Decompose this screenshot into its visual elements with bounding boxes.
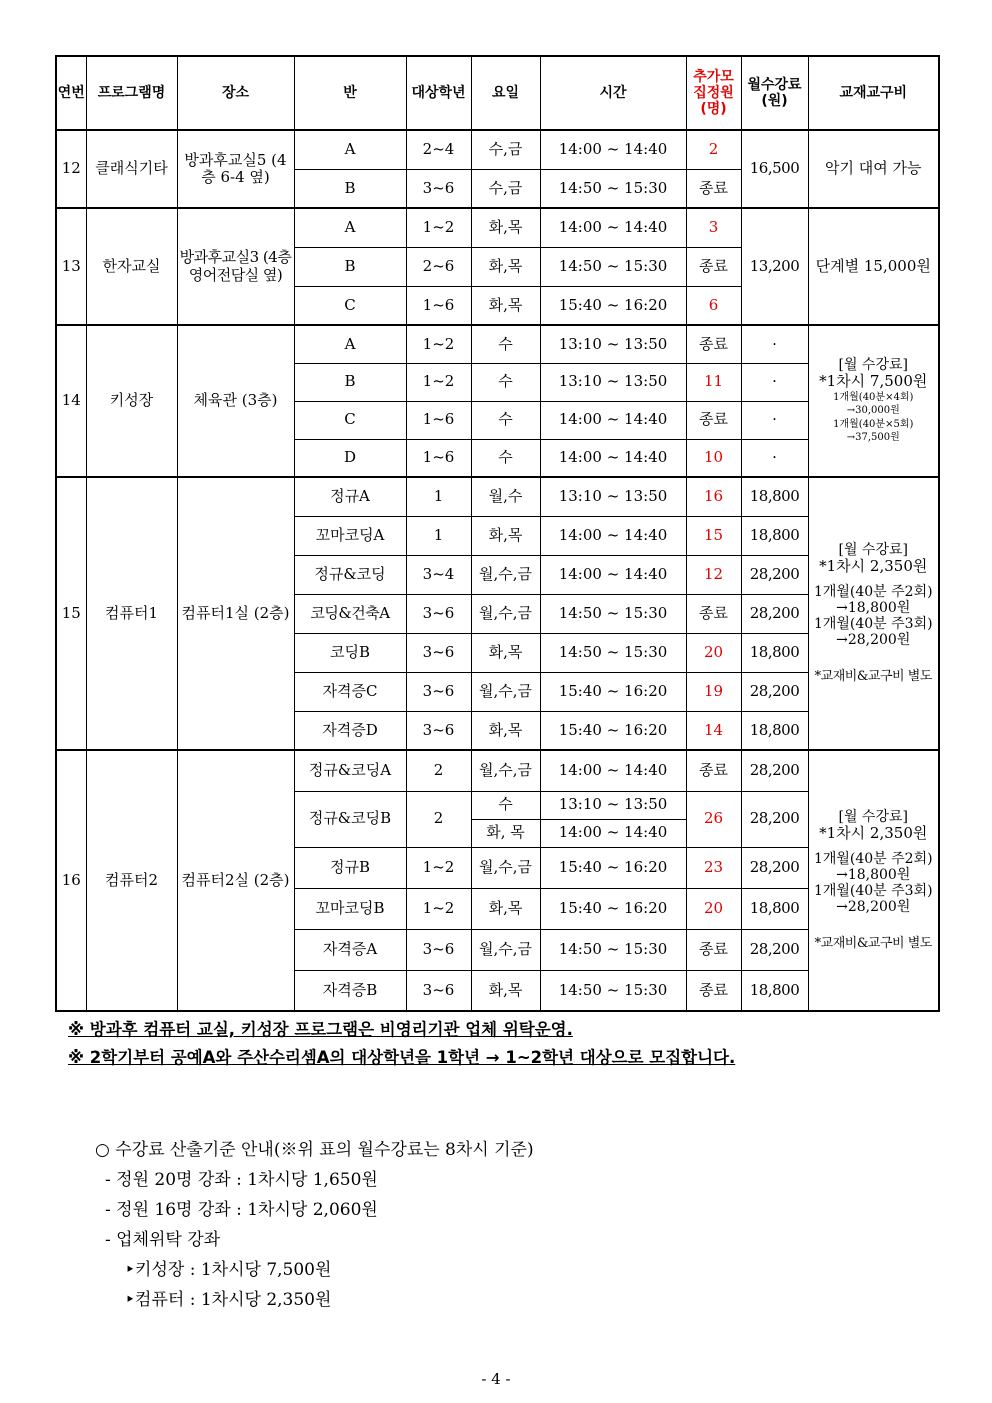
grade-cell: 3~6 — [406, 970, 471, 1011]
header-fee: 월수강료(원) — [741, 56, 808, 130]
note-line: [월 수강료] — [838, 809, 908, 826]
grade-cell: 1~2 — [406, 888, 471, 929]
material-cell: 단계별 15,000원 — [808, 208, 939, 325]
grade-cell: 3~4 — [406, 555, 471, 594]
class-cell: 꼬마코딩A — [294, 516, 406, 555]
program-place: 컴퓨터1실 (2층) — [177, 477, 294, 750]
day-cell: 화,목 — [471, 208, 540, 247]
day-cell: 월,수,금 — [471, 672, 540, 711]
day-cell: 화,목 — [471, 970, 540, 1011]
header-no: 연번 — [56, 56, 86, 130]
note-line: 1개월(40분 주2회) — [813, 850, 933, 867]
fee-cell: · — [741, 439, 808, 477]
row-no: 15 — [56, 477, 86, 750]
note-line: 1개월(40분×5회) — [833, 418, 914, 430]
grade-cell: 1 — [406, 477, 471, 516]
header-row — [56, 56, 939, 130]
header-material: 교재교구비 — [808, 56, 939, 130]
grade-cell: 1 — [406, 516, 471, 555]
extra-cell: 26 — [686, 791, 741, 847]
fee-basis-line: ‣컴퓨터 : 1차시당 2,350원 — [125, 1290, 332, 1310]
day-cell: 화,목 — [471, 286, 540, 325]
program-name: 키성장 — [86, 325, 177, 477]
fee-cell: · — [741, 325, 808, 363]
program-name: 컴퓨터1 — [86, 477, 177, 750]
day-cell: 수,금 — [471, 169, 540, 208]
extra-cell: 종료 — [686, 169, 741, 208]
grade-cell: 3~6 — [406, 672, 471, 711]
note-line: [월 수강료] — [838, 542, 908, 559]
table-row — [56, 325, 939, 363]
note-line: *1차시 2,350원 — [819, 824, 928, 843]
class-cell: C — [294, 401, 406, 439]
note-outsourced: ※ 방과후 컴퓨터 교실, 키성장 프로그램은 비영리기관 업체 위탁운영. — [68, 1020, 573, 1039]
class-cell: B — [294, 169, 406, 208]
header-time: 시간 — [540, 56, 686, 130]
extra-cell: 19 — [686, 672, 741, 711]
header-grade: 대상학년 — [406, 56, 471, 130]
extra-cell: 종료 — [686, 401, 741, 439]
day-cell: 월,수,금 — [471, 929, 540, 970]
fee-cell: 16,500 — [741, 130, 808, 208]
note-line: 1개월(40분 주2회) — [813, 583, 933, 600]
extra-cell: 11 — [686, 363, 741, 401]
grade-cell: 2~6 — [406, 247, 471, 286]
extra-cell: 14 — [686, 711, 741, 750]
time-cell: 14:50 ~ 15:30 — [540, 929, 686, 970]
material-cell: 악기 대여 가능 — [808, 130, 939, 208]
fee-cell: 18,800 — [741, 970, 808, 1011]
class-cell: D — [294, 439, 406, 477]
time-cell: 15:40 ~ 16:20 — [540, 888, 686, 929]
time-cell: 14:50 ~ 15:30 — [540, 970, 686, 1011]
row-no: 16 — [56, 750, 86, 1011]
time-cell: 14:50 ~ 15:30 — [540, 247, 686, 286]
class-cell: C — [294, 286, 406, 325]
day-cell: 월,수 — [471, 477, 540, 516]
fee-cell: 28,200 — [741, 847, 808, 888]
row-no: 13 — [56, 208, 86, 325]
class-cell: A — [294, 325, 406, 363]
grade-cell: 1~2 — [406, 208, 471, 247]
header-place: 장소 — [177, 56, 294, 130]
class-cell: B — [294, 247, 406, 286]
table-row — [56, 130, 939, 169]
time-cell: 13:10 ~ 13:50 — [540, 325, 686, 363]
extra-cell: 10 — [686, 439, 741, 477]
class-cell: 자격증B — [294, 970, 406, 1011]
note-line: →18,800원 — [836, 866, 911, 883]
note-line: →28,200원 — [836, 898, 911, 915]
day-cell: 월,수,금 — [471, 750, 540, 791]
day-cell: 화, 목 — [471, 819, 540, 847]
day-cell: 수 — [471, 401, 540, 439]
day-cell: 화,목 — [471, 633, 540, 672]
program-place: 체육관 (3층) — [177, 325, 294, 477]
note-line: →37,500원 — [846, 432, 900, 444]
class-cell: 정규&코딩B — [294, 791, 406, 847]
time-cell: 15:40 ~ 16:20 — [540, 711, 686, 750]
day-cell: 수 — [471, 439, 540, 477]
fee-cell: · — [741, 401, 808, 439]
class-cell: 정규&코딩A — [294, 750, 406, 791]
time-cell: 14:00 ~ 14:40 — [540, 555, 686, 594]
fee-cell: 18,800 — [741, 516, 808, 555]
note-line: *1차시 2,350원 — [819, 557, 928, 576]
day-cell: 수 — [471, 325, 540, 363]
note-line: 1개월(40분×4회) — [833, 391, 914, 403]
grade-cell: 3~6 — [406, 169, 471, 208]
note-line: →18,800원 — [836, 599, 911, 616]
fee-cell: 18,800 — [741, 477, 808, 516]
extra-cell: 종료 — [686, 750, 741, 791]
extra-cell: 23 — [686, 847, 741, 888]
class-cell: 코딩&건축A — [294, 594, 406, 633]
program-name: 컴퓨터2 — [86, 750, 177, 1011]
time-cell: 13:10 ~ 13:50 — [540, 363, 686, 401]
fee-note — [808, 325, 939, 477]
time-cell: 14:00 ~ 14:40 — [540, 401, 686, 439]
time-cell: 14:50 ~ 15:30 — [540, 594, 686, 633]
extra-cell: 20 — [686, 633, 741, 672]
note-line: [월 수강료] — [838, 357, 908, 374]
fee-cell: 18,800 — [741, 888, 808, 929]
note-line: 1개월(40분 주3회) — [813, 882, 933, 899]
table-notes — [68, 1016, 735, 1072]
grade-cell: 1~6 — [406, 286, 471, 325]
grade-cell: 1~2 — [406, 363, 471, 401]
class-cell: B — [294, 363, 406, 401]
fee-basis-line: - 정원 20명 강좌 : 1차시당 1,650원 — [105, 1170, 378, 1190]
table-row — [56, 750, 939, 791]
grade-cell: 3~6 — [406, 711, 471, 750]
day-cell: 월,수,금 — [471, 555, 540, 594]
class-cell: 자격증A — [294, 929, 406, 970]
grade-cell: 1~6 — [406, 401, 471, 439]
fee-basis-line: - 정원 16명 강좌 : 1차시당 2,060원 — [105, 1200, 378, 1220]
header-day: 요일 — [471, 56, 540, 130]
class-cell: 꼬마코딩B — [294, 888, 406, 929]
grade-cell: 2~4 — [406, 130, 471, 169]
fee-cell: 13,200 — [741, 208, 808, 325]
day-cell: 화,목 — [471, 516, 540, 555]
time-cell: 14:50 ~ 15:30 — [540, 169, 686, 208]
day-cell: 수 — [471, 363, 540, 401]
extra-cell: 3 — [686, 208, 741, 247]
day-cell: 수,금 — [471, 130, 540, 169]
time-cell: 15:40 ~ 16:20 — [540, 286, 686, 325]
fee-cell: 28,200 — [741, 791, 808, 847]
grade-cell: 2 — [406, 791, 471, 847]
program-place: 방과후교실3 (4층 영어전담실 옆) — [177, 208, 294, 325]
grade-cell: 3~6 — [406, 633, 471, 672]
table-row — [56, 477, 939, 516]
fee-note — [808, 477, 939, 750]
note-line: *교재비&교구비 별도 — [814, 935, 932, 951]
grade-cell: 1~6 — [406, 439, 471, 477]
day-cell: 화,목 — [471, 247, 540, 286]
grade-cell: 2 — [406, 750, 471, 791]
time-cell: 13:10 ~ 13:50 — [540, 791, 686, 819]
time-cell: 14:00 ~ 14:40 — [540, 516, 686, 555]
row-no: 14 — [56, 325, 86, 477]
note-line: *교재비&교구비 별도 — [814, 668, 932, 684]
extra-cell: 종료 — [686, 929, 741, 970]
class-cell: 정규A — [294, 477, 406, 516]
fee-cell: 28,200 — [741, 594, 808, 633]
day-cell: 화,목 — [471, 711, 540, 750]
header-extra: 추가모집정원(명) — [686, 56, 741, 130]
day-cell: 월,수,금 — [471, 594, 540, 633]
program-place: 컴퓨터2실 (2층) — [177, 750, 294, 1011]
table-row — [56, 208, 939, 247]
fee-cell: 28,200 — [741, 929, 808, 970]
extra-cell: 6 — [686, 286, 741, 325]
fee-cell: 18,800 — [741, 633, 808, 672]
time-cell: 14:00 ~ 14:40 — [540, 750, 686, 791]
extra-cell: 종료 — [686, 970, 741, 1011]
fee-cell: 28,200 — [741, 672, 808, 711]
class-cell: 코딩B — [294, 633, 406, 672]
fee-cell: · — [741, 363, 808, 401]
fee-cell: 28,200 — [741, 555, 808, 594]
extra-cell: 16 — [686, 477, 741, 516]
fee-basis-line: - 업체위탁 강좌 — [105, 1230, 221, 1250]
fee-cell: 18,800 — [741, 711, 808, 750]
time-cell: 14:00 ~ 14:40 — [540, 819, 686, 847]
extra-cell: 종료 — [686, 325, 741, 363]
grade-cell: 1~2 — [406, 847, 471, 888]
fee-basis-line: ‣키성장 : 1차시당 7,500원 — [125, 1260, 332, 1280]
grade-cell: 3~6 — [406, 594, 471, 633]
fee-cell: 28,200 — [741, 750, 808, 791]
fee-basis-section — [95, 1135, 534, 1315]
grade-cell: 1~2 — [406, 325, 471, 363]
class-cell: 정규&코딩 — [294, 555, 406, 594]
class-cell: A — [294, 208, 406, 247]
program-place: 방과후교실5 (4층 6-4 옆) — [177, 130, 294, 208]
note-line: →30,000원 — [846, 405, 900, 417]
row-no: 12 — [56, 130, 86, 208]
grade-cell: 3~6 — [406, 929, 471, 970]
program-table — [55, 55, 940, 1012]
extra-cell: 15 — [686, 516, 741, 555]
time-cell: 15:40 ~ 16:20 — [540, 672, 686, 711]
fee-note — [808, 750, 939, 1011]
time-cell: 14:00 ~ 14:40 — [540, 130, 686, 169]
note-grade-change: ※ 2학기부터 공예A와 주산수리셈A의 대상학년을 1학년 → 1~2학년 대상으로 모집합니다. — [68, 1048, 736, 1067]
note-line: *1차시 7,500원 — [819, 372, 928, 391]
extra-cell: 20 — [686, 888, 741, 929]
header-class: 반 — [294, 56, 406, 130]
page-number: - 4 - — [481, 1370, 511, 1388]
class-cell: 정규B — [294, 847, 406, 888]
fee-basis-title: ○ 수강료 산출기준 안내(※위 표의 월수강료는 8차시 기준) — [95, 1140, 534, 1160]
day-cell: 수 — [471, 791, 540, 819]
day-cell: 화,목 — [471, 888, 540, 929]
extra-cell: 종료 — [686, 594, 741, 633]
class-cell: 자격증D — [294, 711, 406, 750]
program-name: 한자교실 — [86, 208, 177, 325]
time-cell: 13:10 ~ 13:50 — [540, 477, 686, 516]
note-line: →28,200원 — [836, 631, 911, 648]
extra-cell: 12 — [686, 555, 741, 594]
program-name: 클래식기타 — [86, 130, 177, 208]
time-cell: 14:50 ~ 15:30 — [540, 633, 686, 672]
time-cell: 15:40 ~ 16:20 — [540, 847, 686, 888]
note-line: 1개월(40분 주3회) — [813, 615, 933, 632]
header-program: 프로그램명 — [86, 56, 177, 130]
class-cell: A — [294, 130, 406, 169]
extra-cell: 2 — [686, 130, 741, 169]
class-cell: 자격증C — [294, 672, 406, 711]
day-cell: 월,수,금 — [471, 847, 540, 888]
time-cell: 14:00 ~ 14:40 — [540, 208, 686, 247]
time-cell: 14:00 ~ 14:40 — [540, 439, 686, 477]
extra-cell: 종료 — [686, 247, 741, 286]
